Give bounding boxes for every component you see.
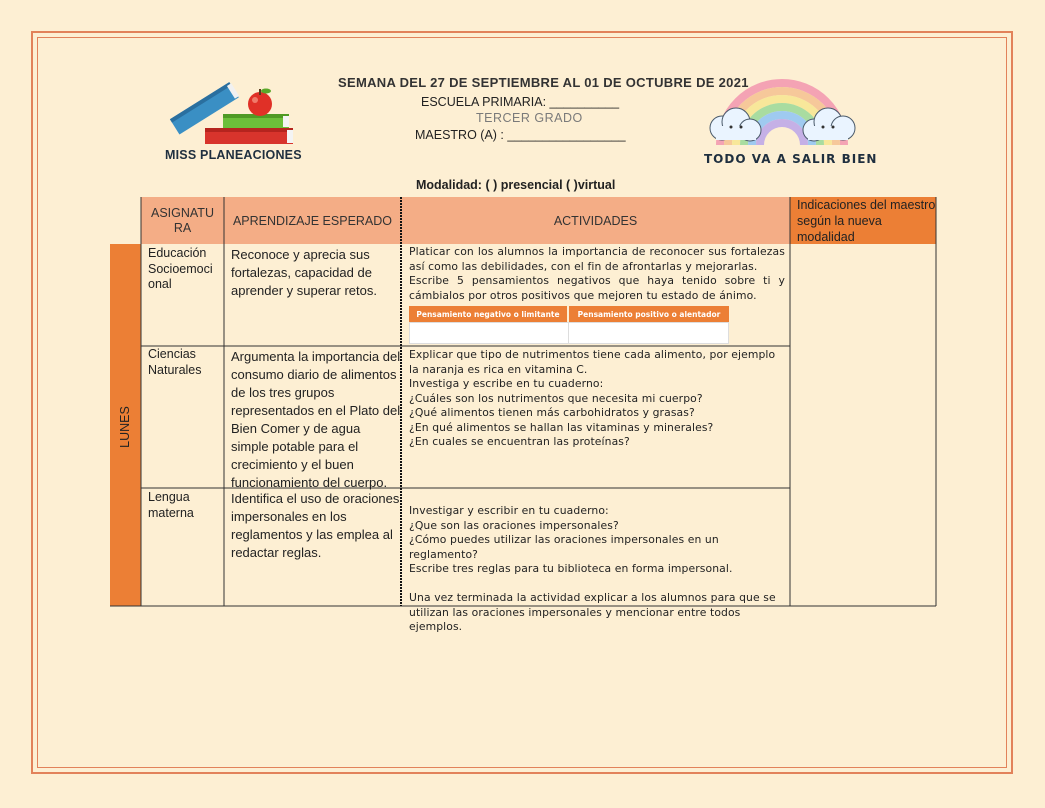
- negative-thought-header: Pensamiento negativo o limitante: [409, 306, 567, 322]
- header-activities: ACTIVIDADES: [401, 197, 790, 244]
- activities-cell: [409, 348, 785, 450]
- brand-text: MISS PLANEACIONES: [165, 148, 302, 162]
- header-subject: ASIGNATU RA: [141, 197, 224, 244]
- thoughts-table-body: [409, 322, 729, 344]
- activity-line: ¿En qué alimentos se hallan las vitaminas y minerales?: [409, 420, 714, 434]
- subject-cell: Educación Socioemoci onal: [148, 246, 213, 291]
- activity-line: ¿Que son las oraciones impersonales?: [409, 518, 619, 532]
- activity-line: Escribe tres reglas para tu biblioteca en forma impersonal.: [409, 562, 733, 575]
- modality-line: Modalidad: ( ) presencial ( )virtual: [416, 178, 616, 192]
- activities-cell: [409, 504, 785, 635]
- thoughts-table-divider: [568, 322, 569, 344]
- week-title: SEMANA DEL 27 DE SEPTIEMBRE AL 01 DE OCTUBRE DE 2021: [338, 75, 749, 90]
- activity-line: Escribe 5 pensamientos negativos que haya tenido sobre ti y cámbialos por otros positivos que mejoren tu estado de ánimo.: [409, 274, 785, 302]
- learning-cell: Argumenta la importancia del consumo diario de alimentos de los tres grupos representados en el Plato del Bien Comer y de agua simple potable para el crecimiento y el buen funcionamiento del cuerpo.: [231, 349, 401, 490]
- learning-cell: Identifica el uso de oraciones impersonales en los reglamentos y las emplea al redactar reglas.: [231, 491, 400, 560]
- teacher-field: MAESTRO (A) : _________________: [415, 128, 626, 142]
- activity-line: Investigar y escribir en tu cuaderno:: [409, 504, 609, 517]
- activities-cell: [409, 245, 785, 303]
- activity-line: ¿Cómo puedes utilizar las oraciones impersonales en un reglamento?: [409, 533, 719, 561]
- positive-thought-header: Pensamiento positivo o alentador: [569, 306, 729, 322]
- activity-line: Explicar que tipo de nutrimentos tiene cada alimento, por ejemplo la naranja es rica en vitamina C.: [409, 348, 776, 376]
- subject-cell: Lengua materna: [148, 490, 194, 520]
- activity-line: [409, 577, 785, 592]
- activity-line: ¿Qué alimentos tienen más carbohidratos y grasas?: [409, 406, 695, 419]
- header-indications: Indicaciones del maestro según la nueva modalidad: [790, 197, 936, 244]
- day-label: LUNES: [118, 406, 132, 448]
- school-field: ESCUELA PRIMARIA: __________: [421, 95, 620, 109]
- activity-line: Platicar con los alumnos la importancia de reconocer sus fortalezas así como las debilidades, con el fin de afrontarlas y mejorarlas.: [409, 245, 785, 273]
- header-learning: APRENDIZAJE ESPERADO: [224, 197, 401, 244]
- thoughts-table: [409, 306, 729, 344]
- activity-line: Investiga y escribe en tu cuaderno:: [409, 377, 604, 390]
- activity-line: Una vez terminada la actividad explicar a los alumnos para que se utilizan las oraciones impersonales y mencionar entre todos ejemplos.: [409, 591, 776, 633]
- grade-label: TERCER GRADO: [476, 111, 583, 125]
- subject-cell: Ciencias Naturales: [148, 347, 202, 377]
- slogan-text: TODO VA A SALIR BIEN: [704, 152, 878, 166]
- learning-cell: Reconoce y aprecia sus fortalezas, capacidad de aprender y superar retos.: [231, 247, 377, 298]
- activity-line: ¿Cuáles son los nutrimentos que necesita mi cuerpo?: [409, 391, 703, 405]
- activity-line: ¿En cuales se encuentran las proteínas?: [409, 435, 630, 448]
